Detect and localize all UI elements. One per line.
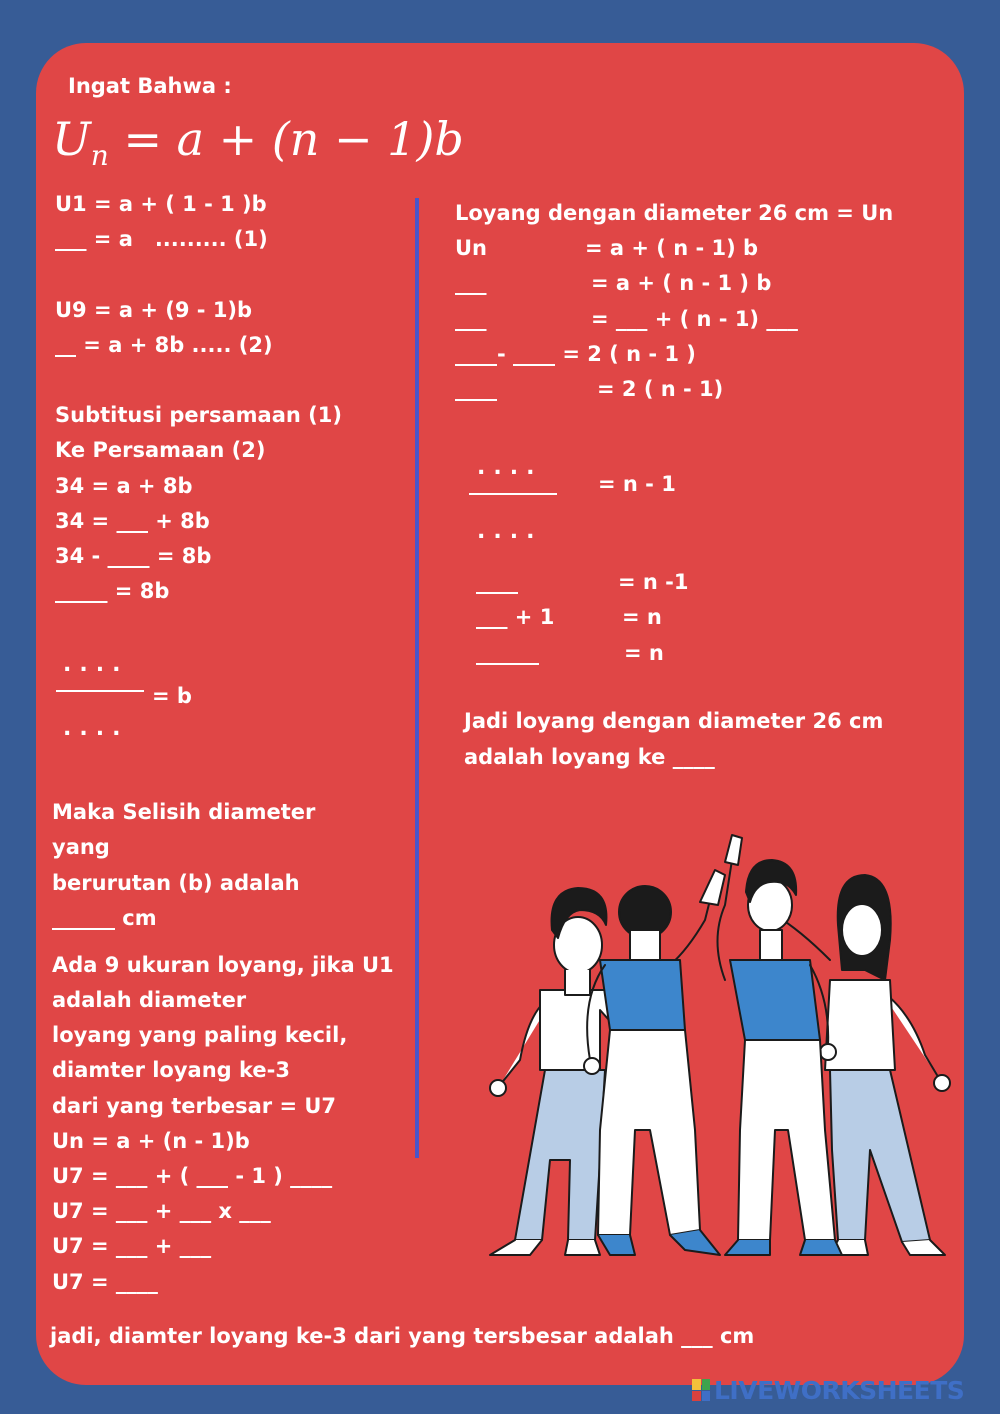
right-fraction-result: = n - 1 — [598, 472, 676, 496]
right-step-8-blank[interactable]: ______ — [476, 641, 539, 665]
right-step-7-right: = n — [622, 605, 662, 629]
problem-text-5: dari yang terbesar = U7 — [52, 1094, 337, 1118]
right-step-7-blank[interactable]: ___ + 1 — [476, 605, 555, 629]
right-fraction-denominator-blank[interactable]: .... — [477, 519, 543, 544]
u7-step-3[interactable]: U7 = ___ + ___ — [52, 1234, 212, 1258]
fraction-denominator-blank[interactable]: .... — [63, 716, 129, 741]
right-step-4[interactable]: ____- ____ = 2 ( n - 1 ) — [455, 342, 696, 366]
conclusion-26cm-1: Jadi loyang dengan diameter 26 cm — [464, 709, 884, 733]
fraction-numerator-blank[interactable]: .... — [63, 652, 129, 677]
liveworksheets-mark-icon — [692, 1379, 710, 1401]
brand-name: LIVEWORKSHEETS — [714, 1375, 965, 1405]
right-step-5-blank[interactable]: ____ — [455, 377, 497, 401]
conclusion-26cm-2[interactable]: adalah loyang ke ____ — [464, 745, 715, 769]
difference-text-1: Maka Selisih diameter — [52, 800, 316, 824]
equation-blank-b[interactable]: 34 - ____ = 8b — [55, 544, 212, 568]
equation-blank-a[interactable]: 34 = ___ + 8b — [55, 509, 210, 533]
step-u9-result: __ = a + 8b ..... (2) — [55, 333, 273, 357]
diameter-26-heading: Loyang dengan diameter 26 cm = Un — [455, 201, 894, 225]
problem-text-4: diamter loyang ke-3 — [52, 1058, 290, 1082]
right-step-2-right: = a + ( n - 1 ) b — [591, 271, 772, 295]
column-divider — [415, 198, 419, 1158]
right-step-1-right: = a + ( n - 1) b — [585, 236, 759, 260]
fraction-bar — [56, 690, 144, 692]
difference-answer-blank[interactable]: ______ cm — [52, 906, 157, 930]
u7-step-1[interactable]: U7 = ___ + ( ___ - 1 ) ____ — [52, 1164, 333, 1188]
right-step-6-right: = n -1 — [618, 570, 689, 594]
difference-text-2: yang — [52, 835, 110, 859]
step-u9: U9 = a + (9 - 1)b — [55, 298, 253, 322]
problem-text-2: adalah diameter — [52, 988, 247, 1012]
substitution-text: Subtitusi persamaan (1) — [55, 403, 342, 427]
right-step-6-blank[interactable]: ____ — [476, 570, 518, 594]
reminder-label: Ingat Bahwa : — [68, 74, 232, 98]
right-step-3-blank[interactable]: ___ — [455, 307, 487, 331]
equation-blank-c[interactable]: _____ = 8b — [55, 579, 170, 603]
right-step-8-right: = n — [624, 641, 664, 665]
final-conclusion[interactable]: jadi, diamter loyang ke-3 dari yang tersbesar adalah ___ cm — [50, 1324, 755, 1348]
problem-text-1: Ada 9 ukuran loyang, jika U1 — [52, 953, 394, 977]
problem-text-3: loyang yang paling kecil, — [52, 1023, 348, 1047]
team-high-five-illustration — [470, 830, 970, 1270]
right-fraction-bar — [469, 493, 557, 495]
difference-text-3: berurutan (b) adalah — [52, 871, 300, 895]
right-step-2-blank[interactable]: ___ — [455, 271, 487, 295]
u7-step-2[interactable]: U7 = ___ + ___ x ___ — [52, 1199, 271, 1223]
substitution-text-2: Ke Persamaan (2) — [55, 438, 266, 462]
step-u1: U1 = a + ( 1 - 1 )b — [55, 192, 267, 216]
u7-answer[interactable]: U7 = ____ — [52, 1270, 158, 1294]
formula-recall: Un = a + (n - 1)b — [52, 1129, 250, 1153]
right-step-3-right[interactable]: = ___ + ( n - 1) ___ — [591, 307, 798, 331]
fraction-result: = b — [152, 684, 192, 708]
general-term-formula: $U_n = a + (n - 1)b$ — [52, 112, 464, 172]
right-step-5-right: = 2 ( n - 1) — [597, 377, 724, 401]
right-fraction-numerator-blank[interactable]: .... — [477, 455, 543, 480]
right-step-1-left: Un — [455, 236, 488, 260]
equation-line: 34 = a + 8b — [55, 474, 193, 498]
step-u1-result: ___ = a ......... (1) — [55, 227, 268, 251]
liveworksheets-logo — [692, 1376, 964, 1404]
